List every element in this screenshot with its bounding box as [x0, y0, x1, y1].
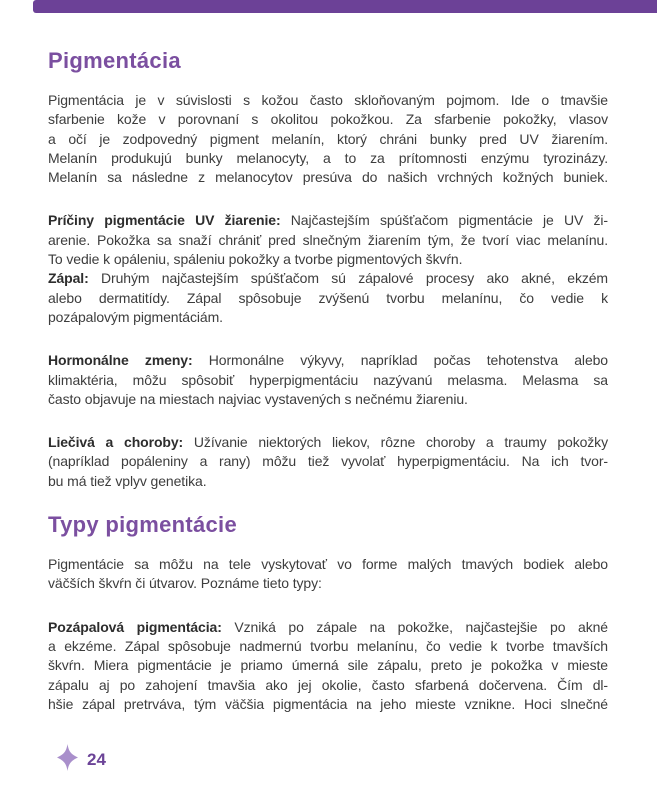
paragraph	[48, 618, 608, 714]
paragraph	[48, 351, 608, 409]
bold-lead: Liečivá a choroby:	[48, 434, 184, 451]
text-line: Hormonálne zmeny: Hormonálne výkyvy, napríklad počas tehotenstva alebo	[48, 352, 608, 369]
text-line: To vedie k opáleniu, spáleniu pokožky a tvorbe pigmentových škvŕn.	[48, 251, 463, 268]
bold-lead: Zápal:	[48, 270, 89, 287]
text-line: hšie zápal pretrváva, tým väčšia pigmentácia na jeho mieste vznikne. Hoci slnečné	[48, 695, 608, 712]
text-line: (napríklad popáleniny a rany) môžu tiež vyvolať hyperpigmentáciu. Na ich tvor-	[48, 453, 608, 470]
bold-lead: Príčiny pigmentácie UV žiarenie:	[48, 212, 281, 229]
text-line: pozápalovým pigmentáciám.	[48, 308, 223, 325]
sparkle-icon	[57, 744, 78, 776]
sparkle-shape	[57, 744, 78, 771]
text-line: Pigmentácie sa môžu na tele vyskytovať vo forme malých tmavých bodiek alebo	[48, 556, 608, 573]
text-line: Zápal: Druhým najčastejším spúšťačom sú zápalové procesy ako akné, ekzém	[48, 270, 608, 287]
text-line: alebo dermatitídy. Zápal spôsobuje zvýšenú tvorbu melanínu, čo vedie k	[48, 289, 608, 306]
text-blocks	[48, 0, 608, 714]
text-line: väčších škvŕn či útvarov. Poznáme tieto typy:	[48, 575, 322, 592]
bold-lead: Pozápalová pigmentácia:	[48, 618, 222, 635]
paragraph	[48, 91, 608, 187]
text-line: Liečivá a choroby: Užívanie niektorých liekov, rôzne choroby a traumy pokožky	[48, 434, 608, 451]
text-line: bu má tiež vplyv genetika.	[48, 472, 207, 489]
section-heading: Typy pigmentácie	[48, 512, 237, 538]
page-footer	[57, 744, 106, 776]
section-heading: Pigmentácia	[48, 48, 181, 73]
text-line: Pozápalová pigmentácia: Vzniká po zápale na pokožke, najčastejšie po akné	[48, 618, 608, 635]
text-line: Pigmentácia je v súvislosti s kožou často skloňovaným pojmom. Ide o tmavšie	[48, 92, 608, 108]
text-line: a ekzéme. Zápal spôsobuje nadmernú tvorbu melanínu, čo vedie k tvorbe tmavších	[48, 637, 608, 654]
paragraph	[48, 433, 608, 491]
paragraph	[48, 555, 608, 594]
text-line: zápalu aj po zahojení tmavšia ako jej okolie, často sfarbená dočervena. Čím dl-	[48, 676, 608, 693]
text-line: Melanín produkujú bunky melanocyty, a to za prítomnosti enzýmu tyrozinázy.	[48, 149, 608, 166]
paragraph	[48, 211, 608, 327]
text-line: Príčiny pigmentácie UV žiarenie: Najčastejším spúšťačom pigmentácie je UV ži-	[48, 212, 608, 229]
page-number: 24	[87, 750, 106, 769]
text-line: sfarbenie kože v porovnaní s okolitou pokožkou. Za sfarbenie pokožky, vlasov	[48, 111, 608, 128]
text-line: a očí je zodpovedný pigment melanín, ktorý chráni bunky pred UV žiarením.	[48, 130, 608, 147]
text-line: Melanín sa následne z melanocytov presúva do našich vrchných kožných buniek.	[48, 169, 608, 186]
text-line: arenie. Pokožka sa snaží chrániť pred slnečným žiarením tým, že tvorí viac melanínu.	[48, 231, 608, 248]
text-line: často objavuje na miestach najviac vystavených s nečnému žiareniu.	[48, 390, 468, 407]
text-line: škvŕn. Miera pigmentácie je priamo úmerná sile zápalu, preto je pokožka v mieste	[48, 657, 608, 674]
text-line: klimaktéria, môžu spôsobiť hyperpigmentáciu nazývanú melasma. Melasma sa	[48, 371, 608, 388]
bold-lead: Hormonálne zmeny:	[48, 352, 193, 369]
